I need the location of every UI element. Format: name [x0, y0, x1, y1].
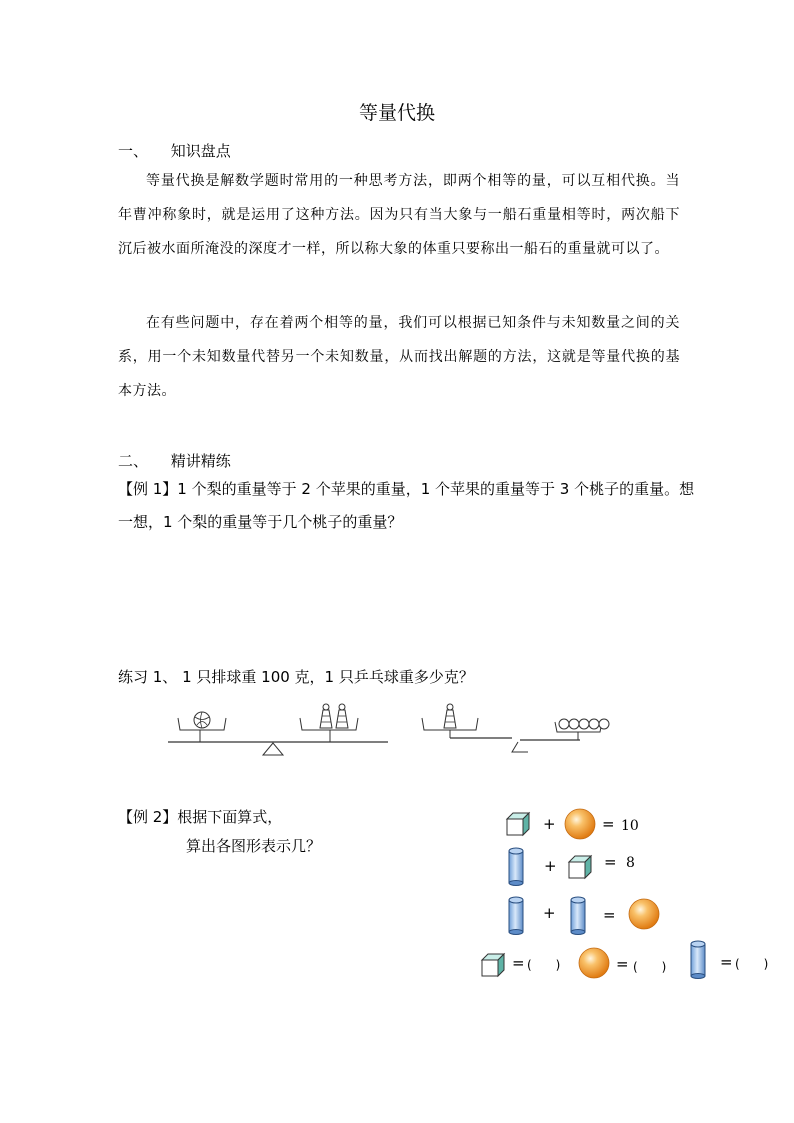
- answer-blank-cube[interactable]: ( ): [527, 958, 561, 972]
- equals-sign: =: [602, 815, 615, 833]
- shuttlecock-icon: [444, 704, 456, 728]
- equals-sign: =: [616, 955, 629, 973]
- section-heading-2: [118, 450, 231, 471]
- equals-sign: =: [603, 906, 616, 924]
- equation-2-value: 8: [626, 855, 635, 871]
- section-number: 一、: [118, 142, 149, 160]
- cylinder-icon: [508, 847, 526, 887]
- page-title: 等量代换: [358, 102, 435, 124]
- balance-scale-1: [168, 704, 388, 755]
- equals-sign: =: [604, 853, 617, 871]
- practice-1: 练习 1、 1 只排球重 100 克，1 只乒乓球重多少克？: [118, 668, 474, 686]
- answer-blank-sphere[interactable]: ( ): [633, 960, 667, 974]
- sphere-icon: [628, 898, 660, 930]
- balance-scale-2: [422, 704, 609, 752]
- cylinder-icon: [690, 940, 708, 980]
- equals-sign: =: [720, 953, 733, 971]
- sphere-icon: [578, 947, 610, 979]
- sphere-icon: [564, 808, 596, 840]
- cube-icon: [480, 952, 506, 978]
- equals-sign: =: [512, 954, 525, 972]
- answer-blank-cylinder[interactable]: ( ): [735, 957, 769, 971]
- cube-icon: [505, 811, 531, 837]
- plus-sign: +: [543, 815, 556, 833]
- equation-1-value: 10: [621, 818, 639, 834]
- paragraph-2: 在有些问题中，存在着两个相等的量，我们可以根据已知条件与未知数量之间的关系，用一个未知数量代替另一个未知数量，从而找出解题的方法，这就是等量代换的基本方法。: [118, 315, 680, 399]
- example-2-line1: 【例 2】根据下面算式，: [118, 808, 283, 826]
- paragraph-1: 等量代换是解数学题时常用的一种思考方法，即两个相等的量，可以互相代换。当年曹冲称象时，就是运用了这种方法。因为只有当大象与一船石重量相等时，两次船下沉后被水面所淹没的深度才一样，所以称大象的体重只要称出一船石的重量就可以了。: [118, 173, 680, 257]
- cylinder-icon: [508, 896, 526, 936]
- plus-sign: +: [543, 904, 556, 922]
- cube-icon: [567, 854, 593, 880]
- example-1: 【例 1】1 个梨的重量等于 2 个苹果的重量，1 个苹果的重量等于 3 个桃子的重量。想一想，1 个梨的重量等于几个桃子的重量？: [118, 480, 695, 531]
- balance-scales-figure: [160, 700, 610, 760]
- example-2-line2: 算出各图形表示几？: [186, 837, 322, 855]
- volleyball-icon: [194, 712, 210, 728]
- section-label: 知识盘点: [170, 142, 231, 160]
- cylinder-icon: [570, 896, 588, 936]
- ball-row-icon: [559, 719, 609, 729]
- section-number: 二、: [118, 452, 149, 470]
- section-heading-1: [118, 140, 231, 161]
- section-label: 精讲精练: [170, 452, 231, 470]
- plus-sign: +: [544, 857, 557, 875]
- shuttlecock-icon: [320, 704, 348, 728]
